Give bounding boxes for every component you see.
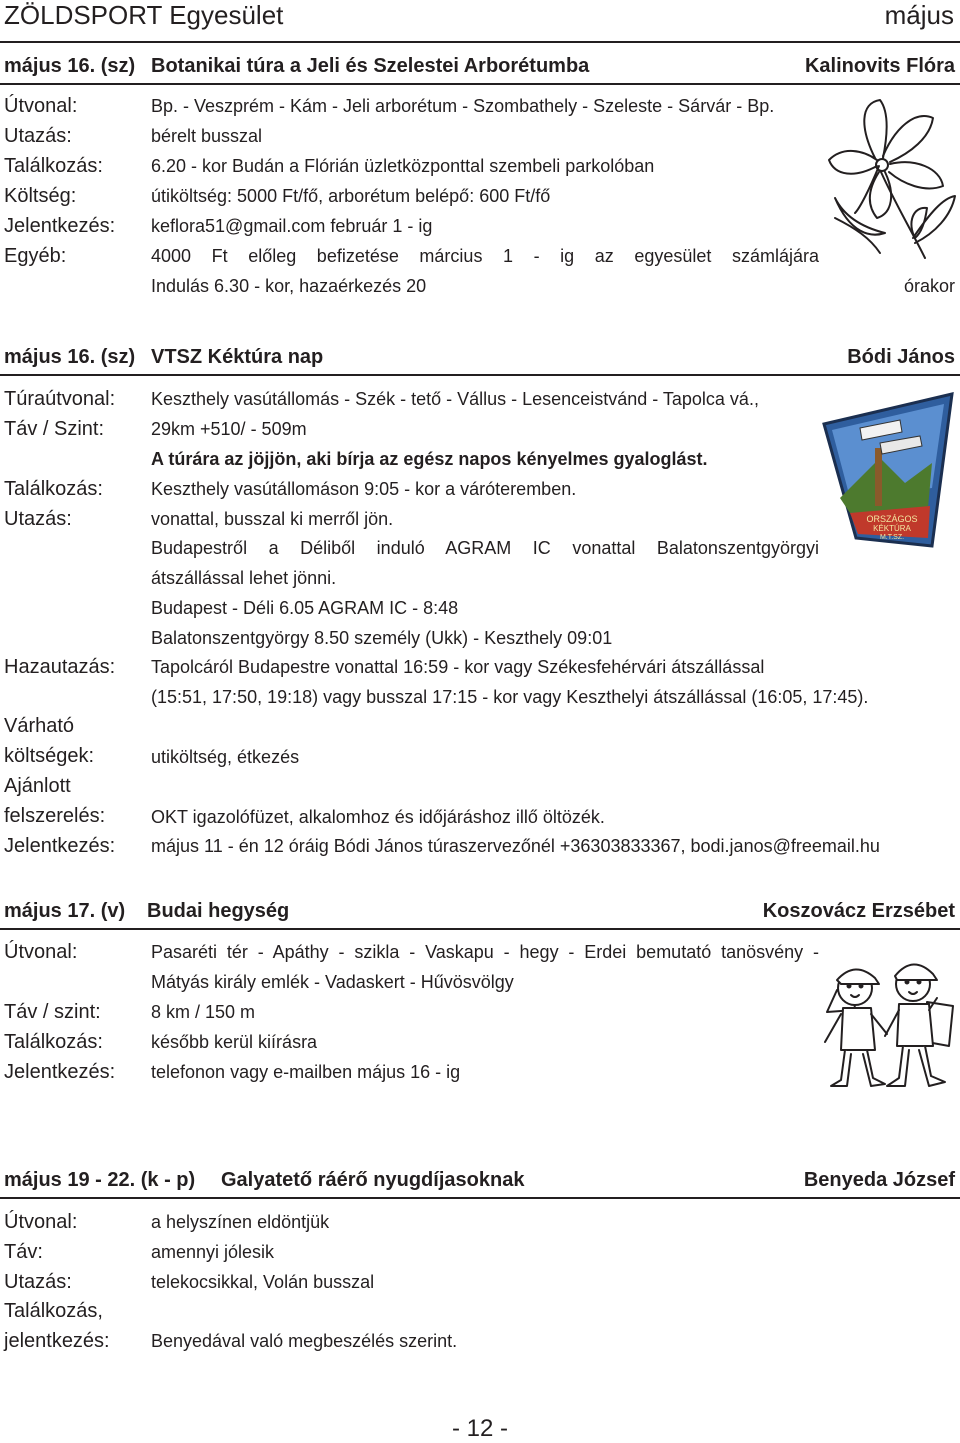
label-varhato: Várható — [4, 715, 75, 737]
month-label: május — [884, 0, 954, 30]
event-date: május 17. (v) — [4, 900, 126, 922]
value-utazas-4: Budapest - Déli 6.05 AGRAM IC - 8:48 — [151, 598, 459, 618]
value-felszereles: OKT igazolófüzet, alkalomhoz és időjáráshoz illő öltözék. — [151, 807, 605, 827]
label-talalkozas: Találkozás, — [4, 1300, 103, 1322]
section-rule — [0, 1197, 960, 1199]
label-utazas: Utazás: — [4, 1271, 72, 1293]
label-tav: Táv: — [4, 1241, 43, 1263]
value-jelentkezes: telefonon vagy e-mailben május 16 - ig — [151, 1062, 461, 1082]
label-talalkozas: Találkozás: — [4, 155, 103, 177]
label-jelentkezes: Jelentkezés: — [4, 215, 116, 237]
value-talalkozas: később kerül kiírásra — [151, 1032, 318, 1052]
value-utvonal: Bp. - Veszprém - Kám - Jeli arborétum - Szombathely - Szeleste - Sárvár - Bp. — [151, 96, 775, 116]
label-utvonal: Útvonal: — [4, 941, 78, 963]
value-utazas-5: Balatonszentgyörgy 8.50 személy (Ukk) - Keszthely 09:01 — [151, 628, 613, 648]
value-utazas: telekocsikkal, Volán busszal — [151, 1272, 375, 1292]
value-koltsegek: utiköltség, étkezés — [151, 747, 300, 767]
event-date: május 16. (sz) — [4, 55, 136, 77]
label-felszereles: felszerelés: — [4, 805, 106, 827]
value-tav: amennyi jólesik — [151, 1242, 275, 1262]
badge-text-2: KÉKTÚRA — [873, 524, 911, 533]
label-utvonal: Útvonal: — [4, 1211, 78, 1233]
label-talalkozas: Találkozás: — [4, 1031, 103, 1053]
section-rule — [0, 928, 960, 930]
value-note: A túrára az jöjjön, aki bírja az egész napos kényelmes gyaloglást. — [151, 449, 708, 469]
value-talalkozas: 6.20 - kor Budán a Flórián üzletközponttal szembeli parkolóban — [151, 156, 655, 176]
label-egyeb: Egyéb: — [4, 245, 67, 267]
label-jelentkezes: Jelentkezés: — [4, 835, 116, 857]
event-organizer: Kalinovits Flóra — [804, 55, 955, 77]
event-organizer: Benyeda József — [803, 1169, 955, 1191]
label-utazas: Utazás: — [4, 125, 72, 147]
event-date: május 19 - 22. (k - p) — [4, 1169, 196, 1191]
value-hazautazas-2: (15:51, 17:50, 19:18) vagy busszal 17:15 - kor vagy Keszthelyi átszállással (16:05, 17:45). — [151, 687, 869, 707]
value-jelentkezes: keflora51@gmail.com február 1 - ig — [151, 216, 433, 236]
value-jelentkezes: Benyedával való megbeszélés szerint. — [151, 1331, 458, 1351]
value-koltseg: útiköltség: 5000 Ft/fő, arborétum belépő: 600 Ft/fő — [151, 186, 551, 206]
label-utvonal: Útvonal: — [4, 95, 78, 117]
label-koltseg: Költség: — [4, 185, 77, 207]
badge-text-1: ORSZÁGOS — [866, 514, 918, 524]
value-utazas-3: átszállással lehet jönni. — [151, 568, 337, 588]
section-rule — [0, 83, 960, 85]
label-jelentkezes: jelentkezés: — [4, 1330, 110, 1352]
label-utazas: Utazás: — [4, 508, 72, 530]
value-utvonal-2: Mátyás király emlék - Vadaskert - Hűvösvölgy — [151, 972, 514, 992]
event-title: Botanikai túra a Jeli és Szelestei Arborétumba — [151, 55, 590, 77]
document-title: ZÖLDSPORT Egyesület — [4, 0, 284, 30]
value-egyeb: 4000 Ft előleg befizetése március 1 - ig az egyesület számlájára — [151, 246, 819, 266]
value-orakor: órakor — [903, 276, 955, 296]
label-koltsegek: költségek: — [4, 745, 95, 767]
badge-text-3: M.T.SZ. — [879, 534, 905, 541]
value-talalkozas: Keszthely vasútállomáson 9:05 - kor a váróteremben. — [151, 479, 577, 499]
label-ajanlott: Ajánlott — [4, 775, 71, 797]
value-utvonal: Pasaréti tér - Apáthy - szikla - Vaskapu - hegy - Erdei bemutató tanösvény - — [151, 942, 819, 962]
event-organizer: Koszovácz Erzsébet — [762, 900, 955, 922]
value-utvonal: a helyszínen eldöntjük — [151, 1212, 330, 1232]
value-turautvonal: Keszthely vasútállomás - Szék - tető - Vállus - Lesenceistvánd - Tapolca vá., — [151, 389, 759, 409]
page-number: - 12 - — [451, 1415, 508, 1442]
label-hazautazas: Hazautazás: — [4, 656, 116, 678]
value-utazas: vonattal, busszal ki merről jön. — [151, 509, 394, 529]
value-indulas: Indulás 6.30 - kor, hazaérkezés 20 — [151, 276, 427, 296]
label-turautvonal: Túraútvonal: — [4, 388, 116, 410]
event-date: május 16. (sz) — [4, 346, 136, 368]
label-tav-szint: Táv / szint: — [4, 1001, 101, 1023]
hikers-icon — [815, 950, 960, 1100]
value-hazautazas: Tapolcáról Budapestre vonattal 16:59 - kor vagy Székesfehérvári átszállással — [151, 657, 765, 677]
flower-icon — [815, 88, 960, 268]
value-tav-szint: 29km +510/ - 509m — [151, 419, 307, 439]
value-utazas: bérelt busszal — [151, 126, 263, 146]
value-jelentkezes: május 11 - én 12 óráig Bódi János túraszervezőnél +36303833367, bodi.janos@freemail.hu — [151, 836, 880, 856]
label-talalkozas: Találkozás: — [4, 478, 103, 500]
event-title: VTSZ Kéktúra nap — [151, 346, 324, 368]
event-organizer: Bódi János — [847, 346, 955, 368]
value-tav-szint: 8 km / 150 m — [151, 1002, 256, 1022]
section-rule — [0, 374, 960, 376]
value-utazas-2: Budapestről a Déliből induló AGRAM IC vonattal Balatonszentgyörgyi — [151, 538, 819, 558]
label-tav-szint: Táv / Szint: — [4, 418, 105, 440]
event-title: Budai hegység — [147, 900, 290, 922]
kektura-badge-icon — [820, 388, 960, 553]
header-rule — [0, 41, 960, 43]
event-title: Galyatető ráérő nyugdíjasoknak — [221, 1169, 525, 1191]
label-jelentkezes: Jelentkezés: — [4, 1061, 116, 1083]
